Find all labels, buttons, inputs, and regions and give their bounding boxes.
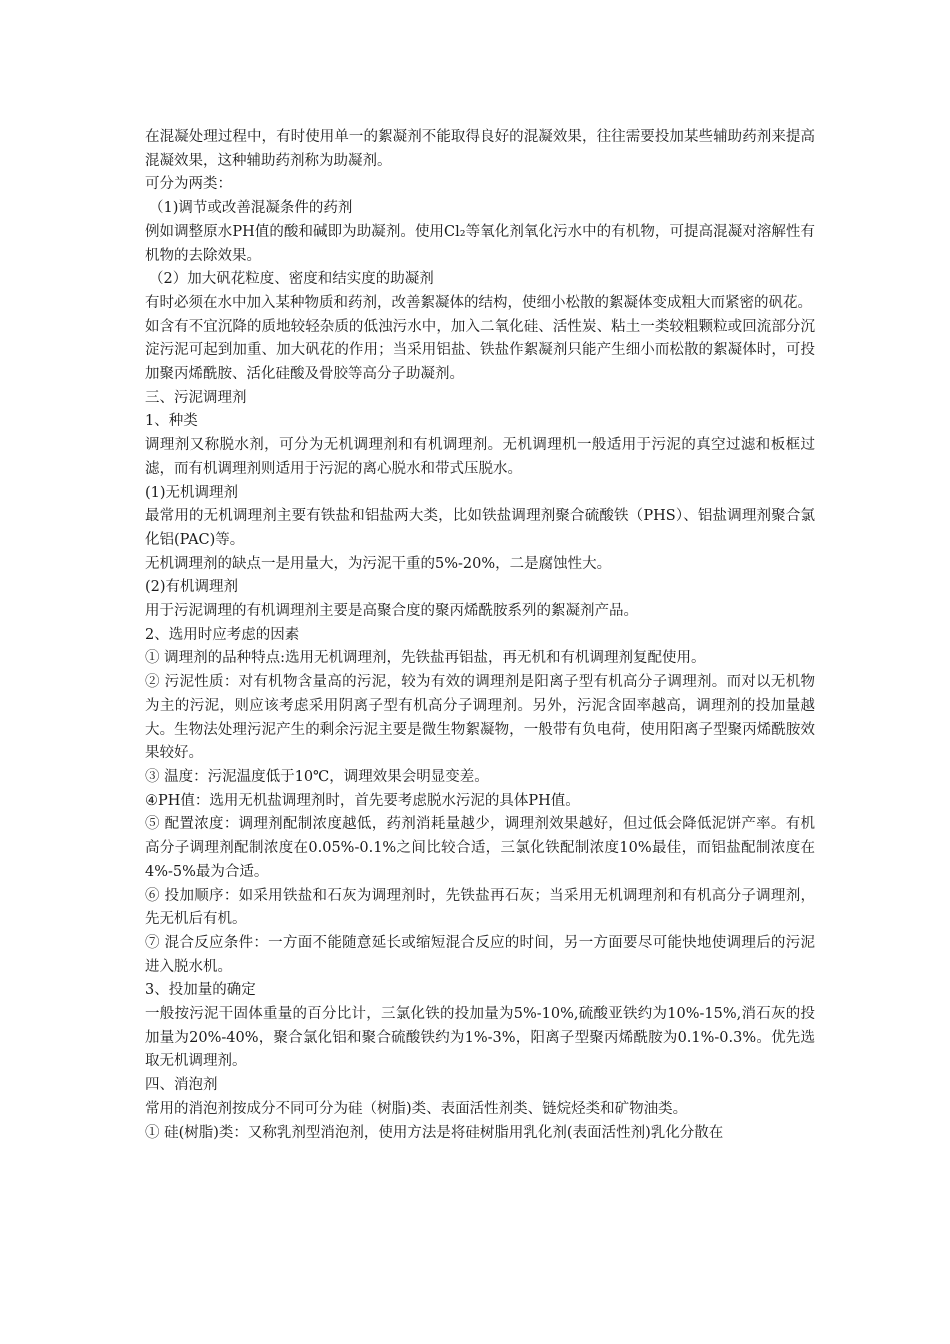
list-item: ③ 温度：污泥温度低于10℃，调理效果会明显变差。 bbox=[145, 768, 489, 785]
subheading: 1、种类 bbox=[145, 413, 198, 430]
document-body bbox=[145, 126, 815, 1145]
paragraph: 常用的消泡剂按成分不同可分为硅（树脂)类、表面活性剂类、链烷烃类和矿物油类。 bbox=[145, 1100, 688, 1117]
paragraph: 用于污泥调理的有机调理剂主要是高聚合度的聚丙烯酰胺系列的絮凝剂产品。 bbox=[145, 603, 638, 620]
subheading: （1)调节或改善混凝条件的药剂 bbox=[149, 200, 353, 217]
paragraph: 一般按污泥干固体重量的百分比计，三氯化铁的投加量为5%-10%,硫酸亚铁约为10%-15%,消石灰的投加量为20%-40%，聚合氯化铝和聚合硫酸铁约为1%-3%，阳离子型聚丙烯酰胺为0.1%-0.3%。优先选取无机调理剂。 bbox=[145, 1006, 815, 1070]
paragraph: 在混凝处理过程中，有时使用单一的絮凝剂不能取得良好的混凝效果，往往需要投加某些辅助药剂来提高混凝效果，这种辅助药剂称为助凝剂。 bbox=[145, 129, 815, 169]
paragraph: 调理剂又称脱水剂，可分为无机调理剂和有机调理剂。无机调理机一般适用于污泥的真空过滤和板框过滤，而有机调理剂则适用于污泥的离心脱水和带式压脱水。 bbox=[145, 437, 815, 477]
subheading: 2、选用时应考虑的因素 bbox=[145, 626, 300, 643]
paragraph: 最常用的无机调理剂主要有铁盐和铝盐两大类，比如铁盐调理剂聚合硫酸铁（PHS）、铝盐调理剂聚合氯化铝(PAC)等。 bbox=[145, 508, 815, 548]
subheading: (1)无机调理剂 bbox=[145, 484, 239, 501]
subheading: （2）加大矾花粒度、密度和结实度的助凝剂 bbox=[149, 271, 434, 288]
paragraph: 无机调理剂的缺点一是用量大，为污泥干重的5%-20%，二是腐蚀性大。 bbox=[145, 555, 612, 572]
list-item: ⑤ 配置浓度：调理剂配制浓度越低，药剂消耗量越少，调理剂效果越好，但过低会降低泥饼产率。有机高分子调理剂配制浓度在0.05%-0.1%之间比较合适，三氯化铁配制浓度10%最佳，而铝盐配制浓度在4%-5%最为合适。 bbox=[145, 816, 815, 880]
list-item: ① 硅(树脂)类：又称乳剂型消泡剂，使用方法是将硅树脂用乳化剂(表面活性剂)乳化分散在 bbox=[145, 1124, 724, 1141]
paragraph: 有时必须在水中加入某种物质和药剂，改善絮凝体的结构，使细小松散的絮凝体变成粗大而紧密的矾花。 bbox=[145, 294, 812, 311]
subheading: (2)有机调理剂 bbox=[145, 579, 239, 596]
list-item: ⑥ 投加顺序：如采用铁盐和石灰为调理剂时，先铁盐再石灰；当采用无机调理剂和有机高分子调理剂，先无机后有机。 bbox=[145, 887, 815, 928]
list-item: ④PH值：选用无机盐调理剂时，首先要考虑脱水污泥的具体PH值。 bbox=[145, 792, 580, 809]
section-heading: 三、污泥调理剂 bbox=[145, 389, 247, 406]
paragraph: 可分为两类： bbox=[145, 176, 232, 193]
paragraph: 例如调整原水PH值的酸和碱即为助凝剂。使用Cl₂等氧化剂氧化污水中的有机物，可提高混凝对溶解性有机物的去除效果。 bbox=[145, 223, 815, 264]
subheading: 3、投加量的确定 bbox=[145, 982, 256, 999]
section-heading: 四、消泡剂 bbox=[145, 1077, 218, 1094]
list-item: ① 调理剂的品种特点:选用无机调理剂，先铁盐再铝盐，再无机和有机调理剂复配使用。 bbox=[145, 650, 706, 667]
list-item: ⑦ 混合反应条件：一方面不能随意延长或缩短混合反应的时间，另一方面要尽可能快地使调理后的污泥进入脱水机。 bbox=[145, 934, 815, 975]
list-item: ② 污泥性质：对有机物含量高的污泥，较为有效的调理剂是阳离子型有机高分子调理剂。而对以无机物为主的污泥，则应该考虑采用阴离子型有机高分子调理剂。另外，污泥含固率越高，调理剂的投加量越大。生物法处理污泥产生的剩余污泥主要是微生物絮凝物，一般带有负电荷，使用阳离子型聚丙烯酰胺效果较好。 bbox=[145, 674, 815, 762]
paragraph: 如含有不宜沉降的质地较轻杂质的低浊污水中，加入二氧化硅、活性炭、粘土一类较粗颗粒或回流部分沉淀污泥可起到加重、加大矾花的作用；当采用铝盐、铁盐作絮凝剂只能产生细小而松散的絮凝体时，可投加聚丙烯酰胺、活化硅酸及骨胶等高分子助凝剂。 bbox=[145, 318, 815, 383]
